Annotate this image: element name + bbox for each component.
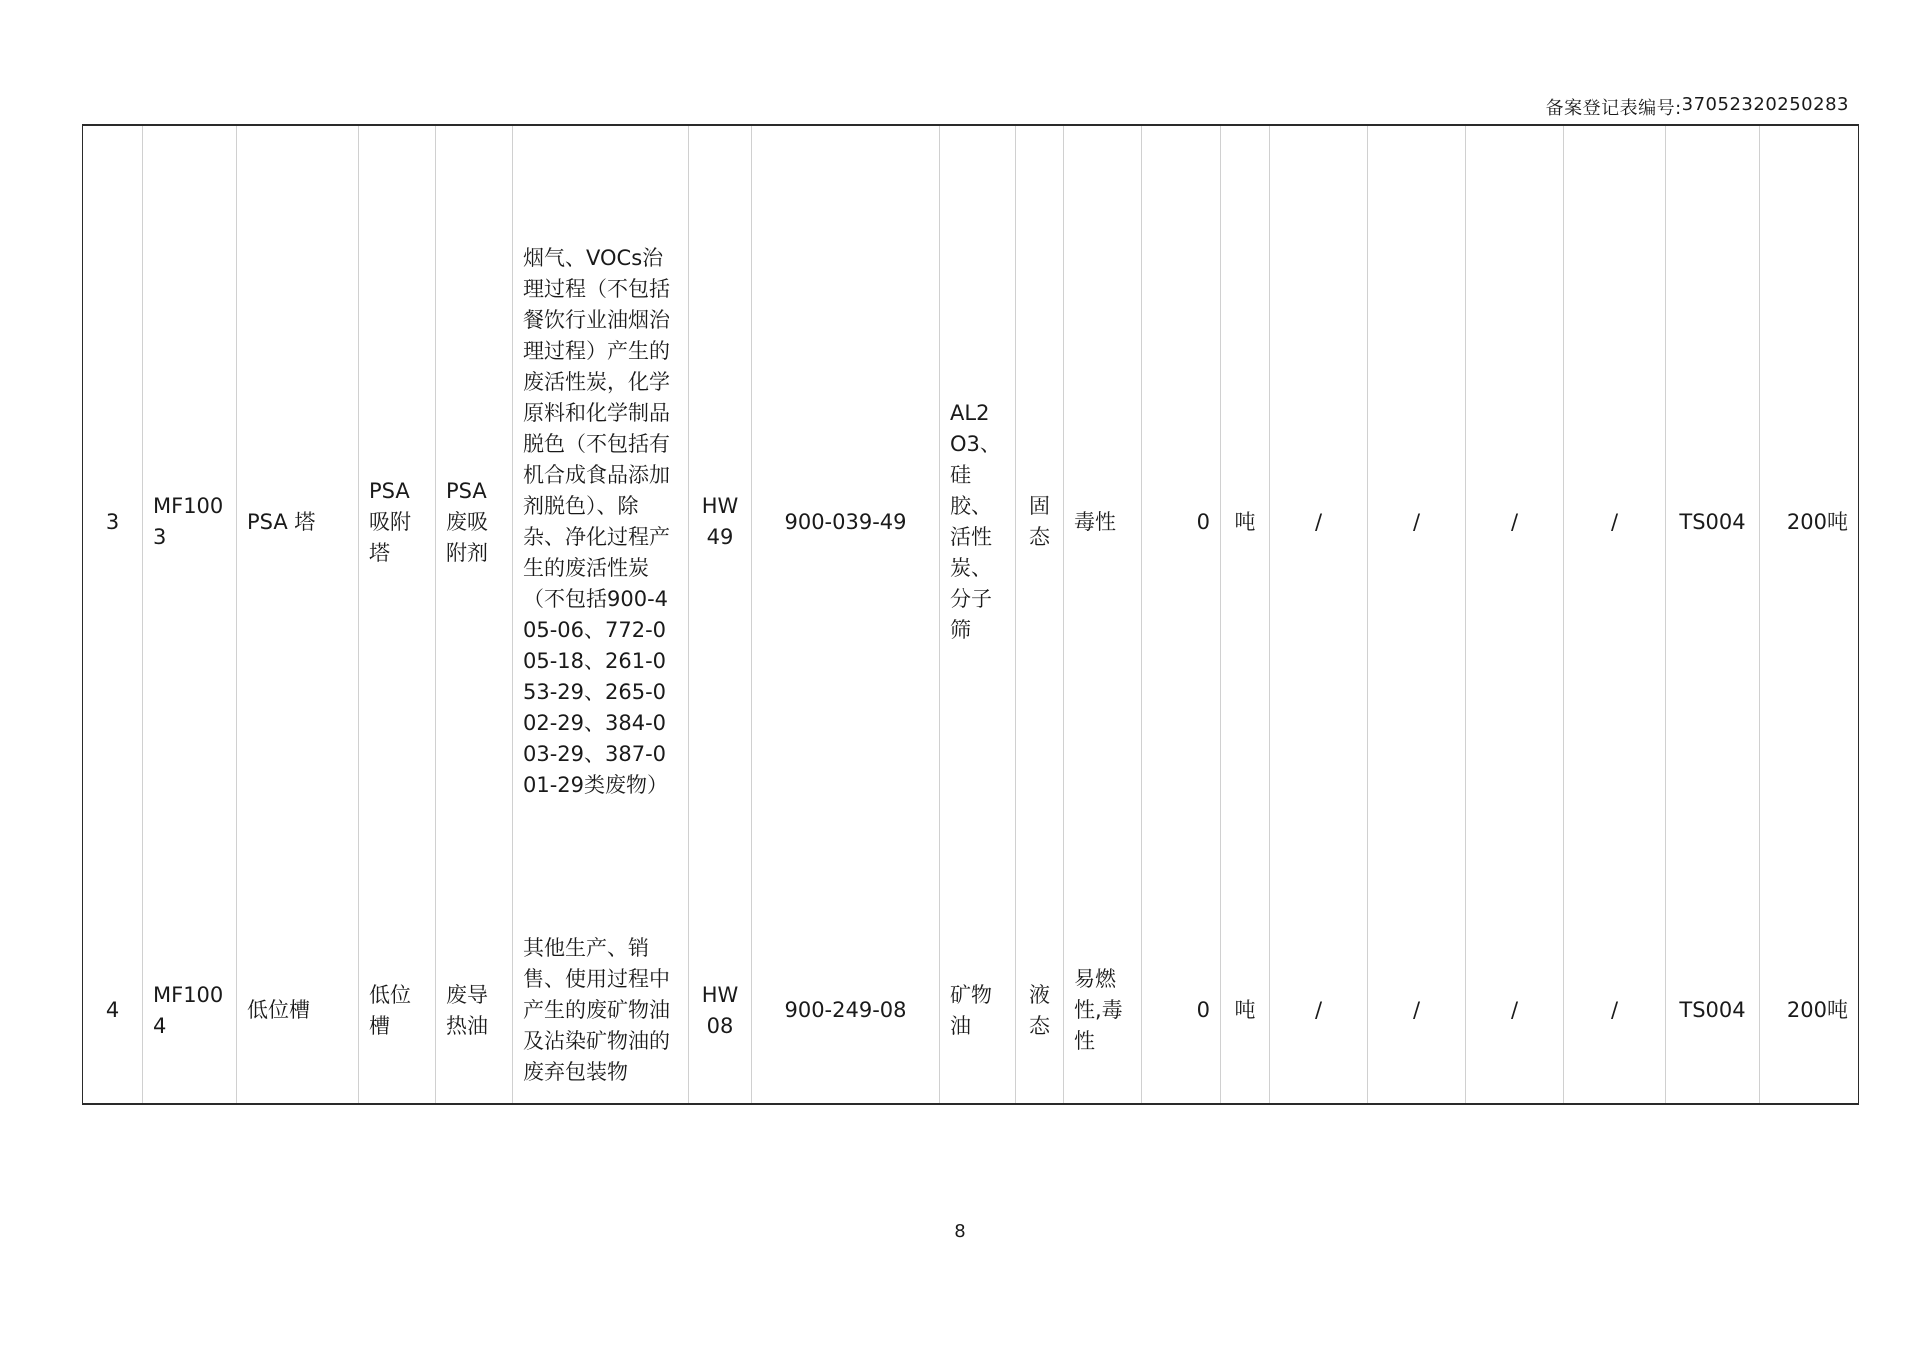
cell-waste-name: 废导热油 <box>436 918 513 1104</box>
cell-waste-name: PSA 废吸附剂 <box>436 125 513 918</box>
cell-blank: / <box>1564 125 1666 918</box>
cell-blank: / <box>1564 918 1666 1104</box>
cell-source: 其他生产、销售、使用过程中产生的废矿物油及沾染矿物油的废弃包装物 <box>513 918 689 1104</box>
cell-seq: 4 <box>83 918 143 1104</box>
cell-form: 固态 <box>1016 125 1064 918</box>
cell-waste-code: 900-039-49 <box>752 125 940 918</box>
cell-blank: / <box>1466 918 1564 1104</box>
cell-facility: PSA 塔 <box>237 125 359 918</box>
table-row <box>83 125 1859 918</box>
cell-blank: / <box>1270 918 1368 1104</box>
registration-label: 备案登记表编号: <box>1545 98 1682 119</box>
cell-blank: / <box>1368 125 1466 918</box>
cell-unit: PSA 吸附塔 <box>359 125 436 918</box>
cell-components: AL2O3、硅胶、活性炭、分子筛 <box>940 125 1016 918</box>
cell-category: HW08 <box>689 918 752 1104</box>
cell-code: MF1003 <box>143 125 237 918</box>
cell-unit-measure: 吨 <box>1221 918 1270 1104</box>
registration-value: 37052320250283 <box>1681 94 1849 115</box>
cell-blank: / <box>1368 918 1466 1104</box>
cell-code: MF1004 <box>143 918 237 1104</box>
cell-source: 烟气、VOCs治理过程（不包括餐饮行业油烟治理过程）产生的废活性炭，化学原料和化学制品脱色（不包括有机合成食品添加剂脱色）、除杂、净化过程产生的废活性炭（不包括900-405-06、772-005-18、261-053-29、265-002-29、384-003-29、387-001-29类废物） <box>513 125 689 918</box>
cell-capacity: 200吨 <box>1760 125 1859 918</box>
page-number: 8 <box>954 1221 966 1242</box>
cell-category: HW49 <box>689 125 752 918</box>
registration-number <box>1546 94 1849 120</box>
hazardous-waste-table <box>82 124 1859 1105</box>
cell-storage: TS004 <box>1666 918 1760 1104</box>
cell-hazard: 毒性 <box>1064 125 1142 918</box>
cell-blank: / <box>1466 125 1564 918</box>
cell-quantity: 0 <box>1142 918 1221 1104</box>
cell-hazard: 易燃性,毒性 <box>1064 918 1142 1104</box>
cell-unit: 低位槽 <box>359 918 436 1104</box>
cell-facility: 低位槽 <box>237 918 359 1104</box>
cell-blank: / <box>1270 125 1368 918</box>
cell-seq: 3 <box>83 125 143 918</box>
cell-waste-code: 900-249-08 <box>752 918 940 1104</box>
cell-quantity: 0 <box>1142 125 1221 918</box>
cell-capacity: 200吨 <box>1760 918 1859 1104</box>
table-row <box>83 918 1859 1104</box>
cell-storage: TS004 <box>1666 125 1760 918</box>
cell-form: 液态 <box>1016 918 1064 1104</box>
cell-components: 矿物油 <box>940 918 1016 1104</box>
cell-unit-measure: 吨 <box>1221 125 1270 918</box>
